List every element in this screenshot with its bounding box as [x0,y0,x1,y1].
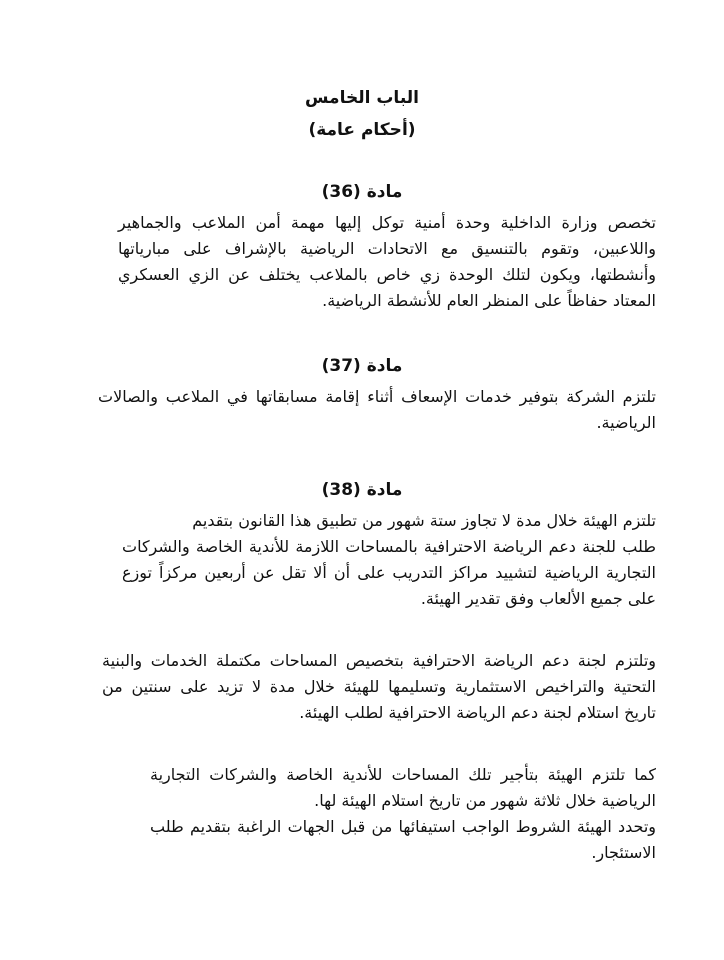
article-38-line: تاريخ استلام لجنة دعم الرياضة الاحترافية لطلب الهيئة. [299,703,656,722]
article-38-line: على جميع الألعاب وفق تقدير الهيئة. [420,589,656,608]
article-38-line: الاستئجار. [591,843,656,862]
article-36-line: واللاعبين، وتقوم بالتنسيق مع الاتحادات الرياضية بالإشراف على مبارياتها [118,239,656,258]
chapter-title: الباب الخامس [305,88,419,108]
article-38-title: مادة (38) [321,480,403,500]
article-36-line: المعتاد حفاظاً على المنظر العام للأنشطة الرياضية. [322,291,656,310]
article-38-line: كما تلتزم الهيئة بتأجير تلك المساحات للأندية الخاصة والشركات التجارية [150,765,656,784]
article-36-body [118,210,656,314]
article-38-line: الرياضية خلال ثلاثة شهور من تاريخ استلام الهيئة لها. [314,791,656,810]
article-38-paragraph-1 [122,508,656,612]
article-37-title: مادة (37) [321,356,403,376]
article-37-body [98,384,656,436]
article-36-line: وأنشطتها، ويكون لتلك الوحدة زي خاص بالملاعب يختلف عن الزي العسكري [118,265,656,284]
article-38-line: وتلتزم لجنة دعم الرياضة الاحترافية بتخصيص المساحات مكتملة الخدمات والبنية [102,651,656,670]
article-38-line: تلتزم الهيئة خلال مدة لا تجاوز ستة شهور من تطبيق هذا القانون بتقديم [192,511,656,530]
article-38-line: التحتية والتراخيص الاستثمارية وتسليمها للهيئة خلال مدة لا تزيد على سنتين من [102,677,656,696]
article-38-line: طلب للجنة دعم الرياضة الاحترافية بالمساحات اللازمة للأندية الخاصة والشركات [122,537,656,556]
article-38-paragraph-3 [150,762,656,866]
chapter-subtitle: (أحكام عامة) [308,120,416,140]
article-38-line: وتحدد الهيئة الشروط الواجب استيفائها من قبل الجهات الراغبة بتقديم طلب [150,817,656,836]
article-38-line: التجارية الرياضية لتشييد مراكز التدريب على أن ألا تقل عن أربعين مركزاً توزع [122,563,656,582]
article-36-title: مادة (36) [321,182,403,202]
article-37-line: تلتزم الشركة بتوفير خدمات الإسعاف أثناء إقامة مسابقاتها في الملاعب والصالات [98,387,656,406]
article-38-paragraph-2 [102,648,656,726]
article-37-line: الرياضية. [596,413,656,432]
article-36-line: تخصص وزارة الداخلية وحدة أمنية توكل إليها مهمة أمن الملاعب والجماهير [118,213,656,232]
